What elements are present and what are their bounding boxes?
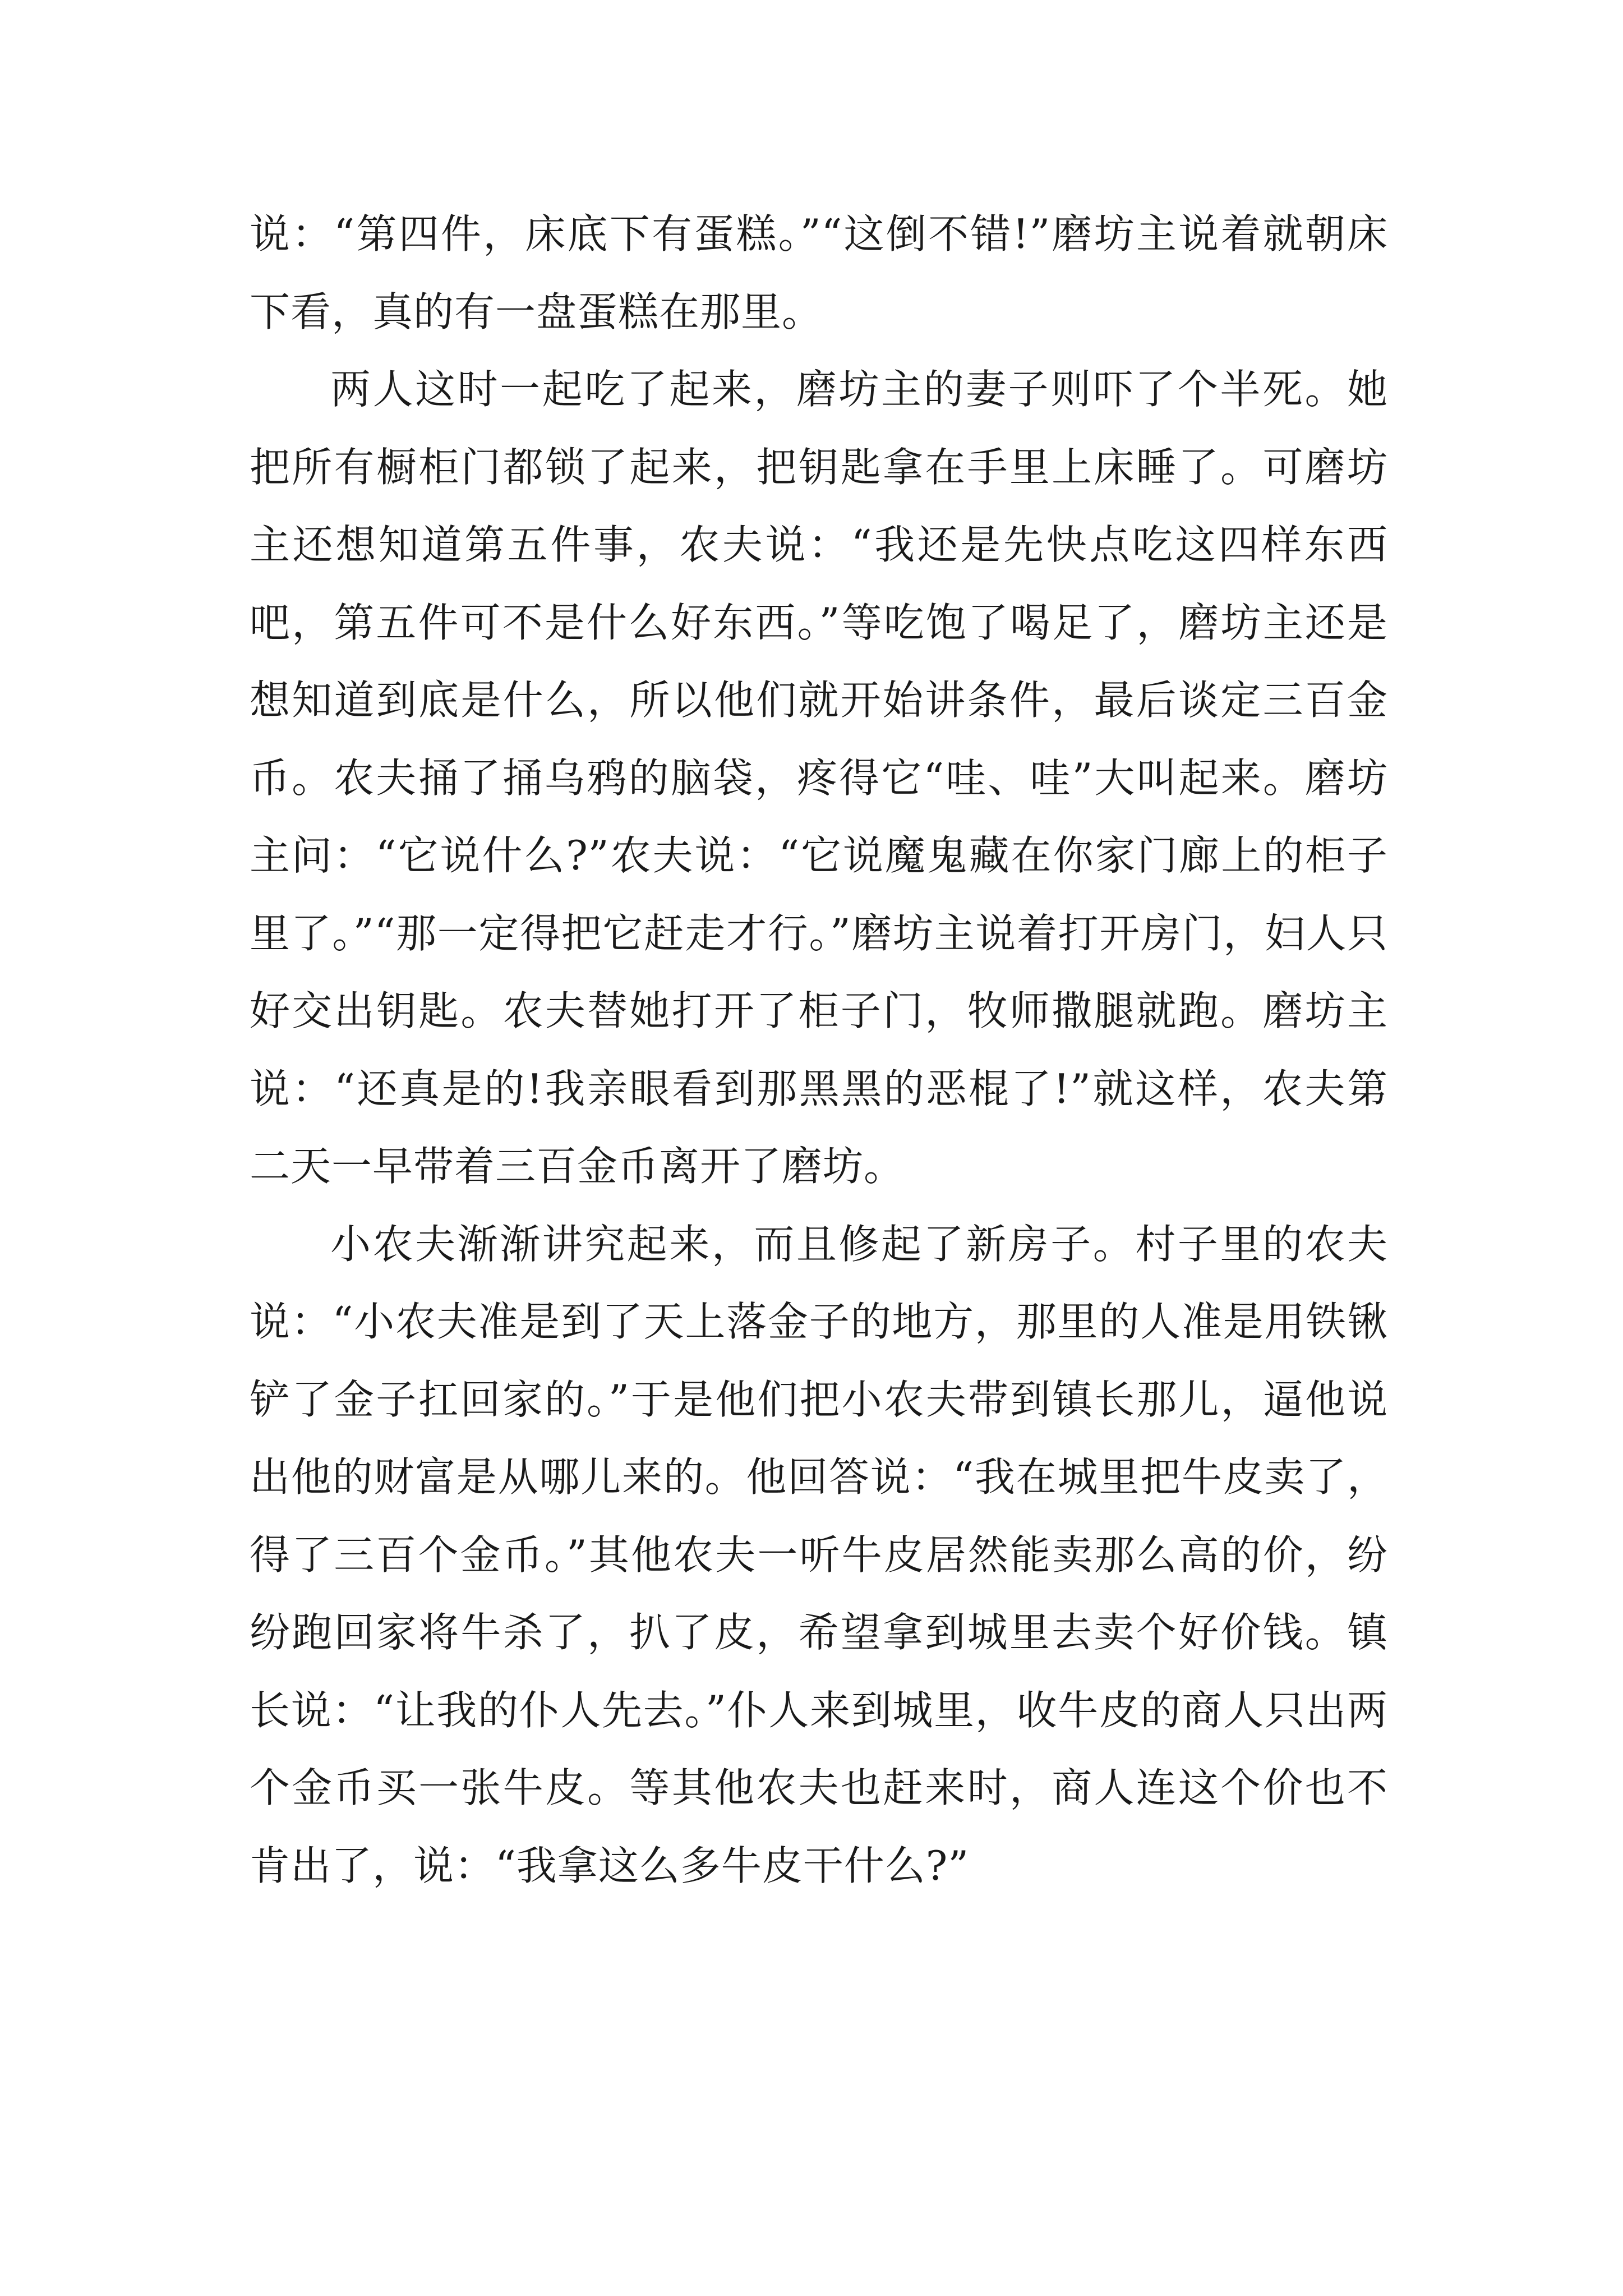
document-body	[250, 195, 1388, 1904]
paragraph-1: 说：“第四件，床底下有蛋糕。”“这倒不错!”磨坊主说着就朝床下看，真的有一盘蛋糕在那里。	[250, 210, 1388, 335]
paragraph-2: 两人这时一起吃了起来，磨坊主的妻子则吓了个半死。她把所有橱柜门都锁了起来，把钥匙拿在手里上床睡了。可磨坊主还想知道第五件事，农夫说：“我还是先快点吃这四样东西吧，第五件可不是什么好东西。”等吃饱了喝足了，磨坊主还是想知道到底是什么，所以他们就开始讲条件，最后谈定三百金币。农夫捅了捅乌鸦的脑袋，疼得它“哇、哇”大叫起来。磨坊主问：“它说什么?”农夫说：“它说魔鬼藏在你家门廊上的柜子里了。”“那一定得把它赶走才行。”磨坊主说着打开房门，妇人只好交出钥匙。农夫替她打开了柜子门，牧师撒腿就跑。磨坊主说：“还真是的!我亲眼看到那黑黑的恶棍了!”就这样，农夫第二天一早带着三百金币离开了磨坊。	[250, 366, 1388, 1190]
paragraph-3: 小农夫渐渐讲究起来，而且修起了新房子。村子里的农夫说：“小农夫准是到了天上落金子的地方，那里的人准是用铁锹铲了金子扛回家的。”于是他们把小农夫带到镇长那儿，逼他说出他的财富是从哪儿来的。他回答说：“我在城里把牛皮卖了，得了三百个金币。”其他农夫一听牛皮居然能卖那么高的价，纷纷跑回家将牛杀了，扒了皮，希望拿到城里去卖个好价钱。镇长说：“让我的仆人先去。”仆人来到城里，收牛皮的商人只出两个金币买一张牛皮。等其他农夫也赶来时，商人连这个价也不肯出了，说：“我拿这么多牛皮干什么?”	[250, 1220, 1388, 1889]
